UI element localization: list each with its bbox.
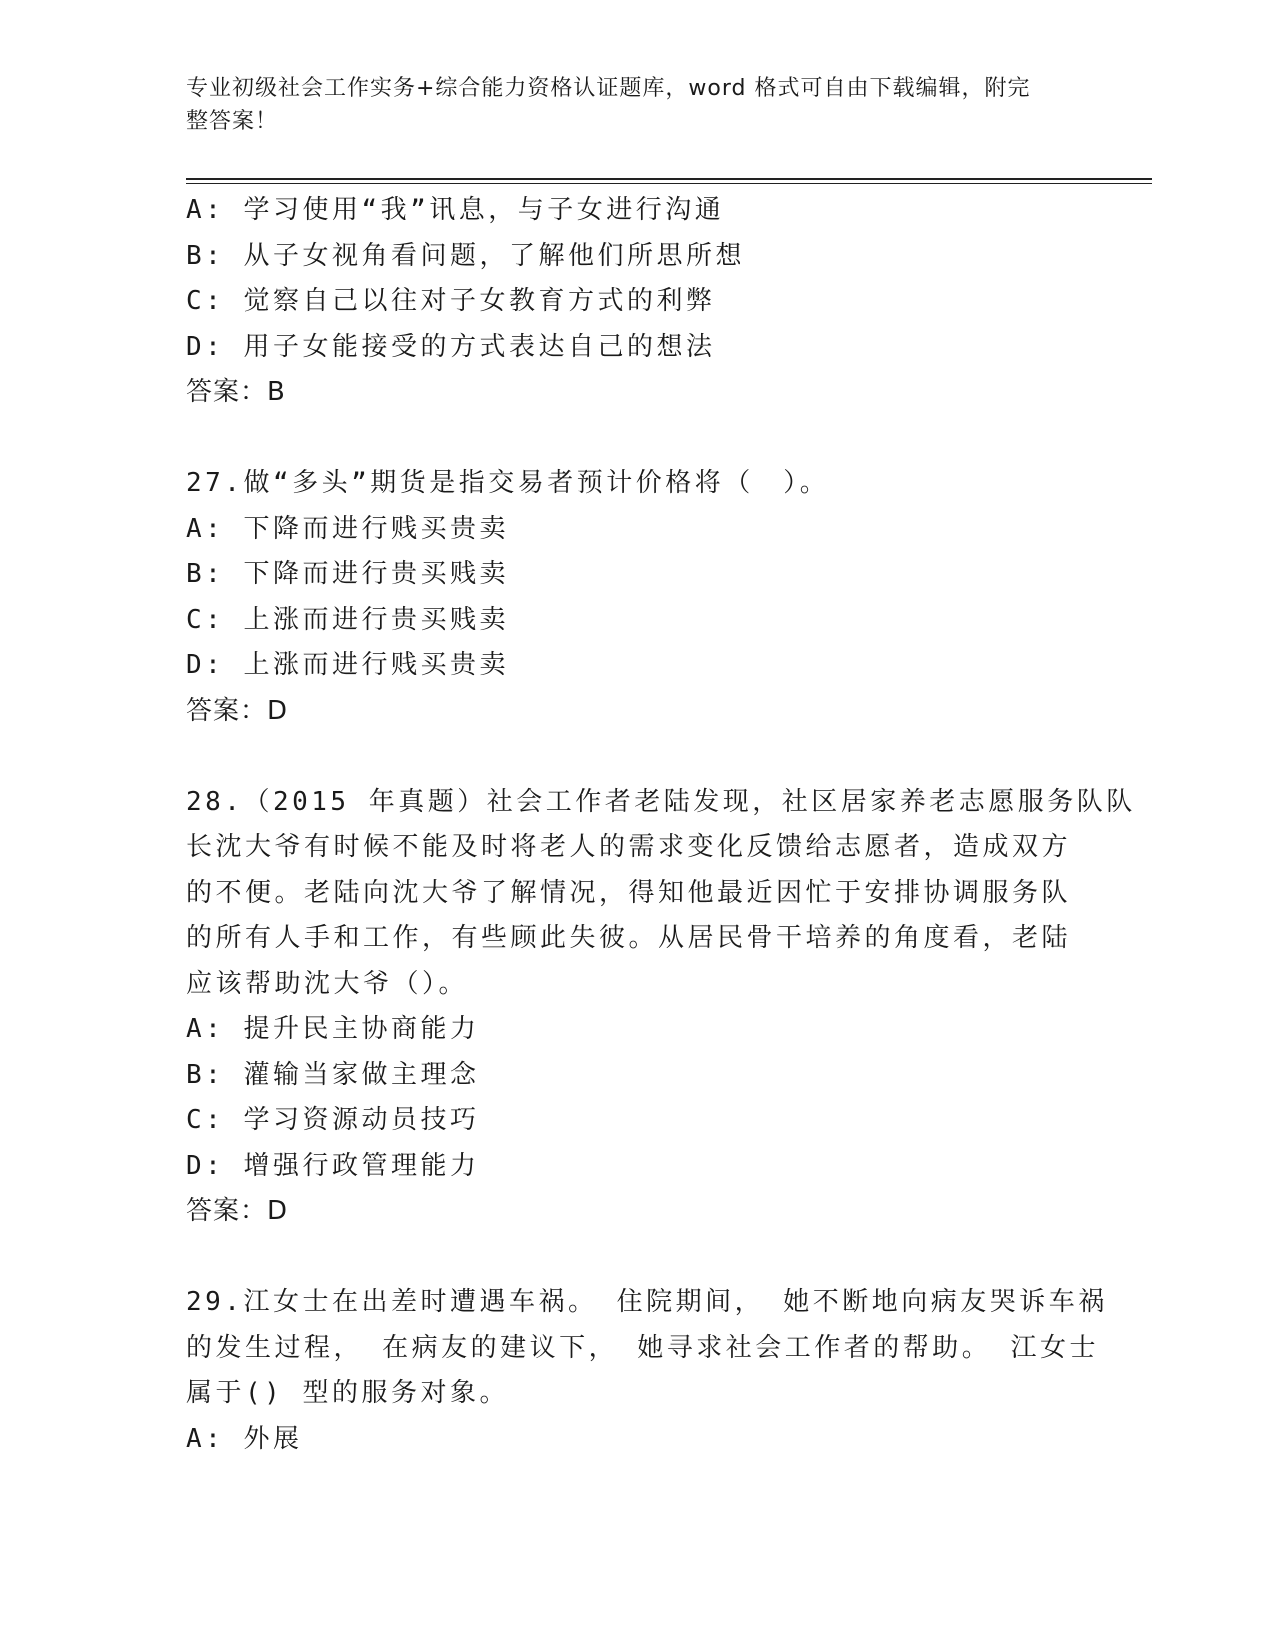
question-stem-line: 29.江女士在出差时遭遇车祸。 住院期间， 她不断地向病友哭诉车祸 <box>186 1287 1108 1317</box>
option-d: D: 增强行政管理能力 <box>186 1150 480 1181</box>
option-b: B: 灌输当家做主理念 <box>186 1059 480 1090</box>
spacer <box>186 734 1086 780</box>
question-stem-line: 的不便。老陆向沈大爷了解情况，得知他最近因忙于安排协调服务队 <box>186 877 1072 908</box>
question-26 <box>186 188 1086 416</box>
question-stem-line: 长沈大爷有时候不能及时将老人的需求变化反馈给志愿者，造成双方 <box>186 832 1072 862</box>
option-a: A: 外展 <box>186 1423 303 1454</box>
option-a: A: 学习使用“我”讯息，与子女进行沟通 <box>186 195 725 225</box>
question-29 <box>186 1280 1108 1462</box>
option-b: B: 下降而进行贵买贱卖 <box>186 559 509 589</box>
option-c: C: 学习资源动员技巧 <box>186 1105 480 1135</box>
question-stem-line: 的发生过程， 在病友的建议下， 她寻求社会工作者的帮助。 江女士 <box>186 1332 1099 1363</box>
question-27 <box>186 461 1086 734</box>
spacer <box>186 1235 1086 1281</box>
option-d: D: 上涨而进行贱买贵卖 <box>186 650 509 680</box>
option-b: B: 从子女视角看问题，了解他们所思所想 <box>186 240 745 271</box>
question-list <box>186 188 1136 1462</box>
header-line-1: 专业初级社会工作实务+综合能力资格认证题库，word 格式可自由下载编辑，附完 <box>186 76 1031 101</box>
answer: 答案：B <box>186 377 286 407</box>
option-a: A: 下降而进行贱买贵卖 <box>186 513 509 544</box>
question-stem-line: 应该帮助沈大爷（）。 <box>186 968 469 999</box>
question-28 <box>186 780 1136 1235</box>
question-stem-line: 属于() 型的服务对象。 <box>186 1378 509 1408</box>
spacer <box>186 416 1086 462</box>
option-c: C: 上涨而进行贵买贱卖 <box>186 604 509 635</box>
header-divider-thick <box>186 178 1152 180</box>
question-stem-line: 28.（2015 年真题）社会工作者老陆发现，社区居家养老志愿服务队队 <box>186 786 1136 817</box>
answer: 答案：D <box>186 1196 289 1226</box>
answer: 答案：D <box>186 695 289 726</box>
header-line-2: 整答案！ <box>186 109 279 134</box>
question-stem-line: 27.做“多头”期货是指交易者预计价格将（ ）。 <box>186 468 830 498</box>
document-header <box>186 72 1086 138</box>
option-a: A: 提升民主协商能力 <box>186 1014 480 1044</box>
header-divider-thin <box>186 183 1152 184</box>
option-d: D: 用子女能接受的方式表达自己的想法 <box>186 331 716 362</box>
question-stem-line: 的所有人手和工作，有些顾此失彼。从居民骨干培养的角度看，老陆 <box>186 923 1072 953</box>
option-c: C: 觉察自己以往对子女教育方式的利弊 <box>186 286 716 316</box>
